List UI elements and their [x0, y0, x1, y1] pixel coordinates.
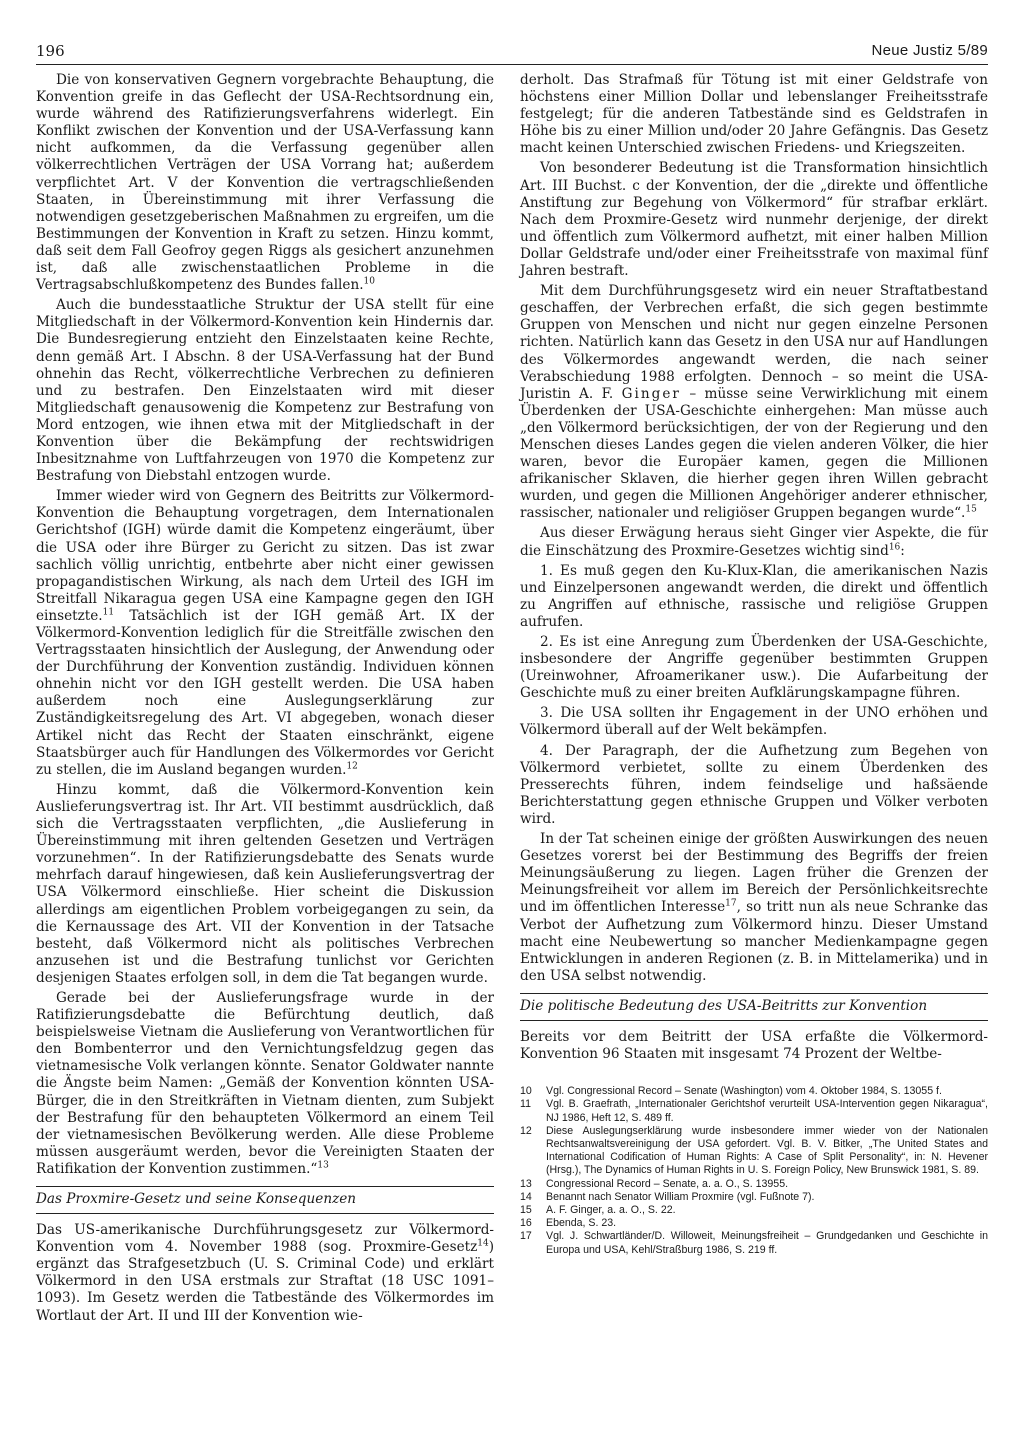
paragraph: Die von konservativen Gegnern vorgebrachte Behauptung, die Konvention greife in das Geflecht der USA-Rechtsordnung ein, wurde während des Ratifizierungsverfahrens widerlegt. Ein Konflikt zwischen der Konvention und der USA-Verfassung kann nicht aufkommen, da die Verfassung gegenüber allen völkerrechtlichen Verträgen der USA Vorrang hat; außerdem verpflichtet Art. V der Konvention die vertragschließenden Staaten, in Übereinstimmung mit ihrer Verfassung die notwendigen gesetzgeberischen Maßnahmen zu ergreifen, um die Bestimmungen der Konvention in Kraft zu setzen. Hinzu kommt, daß seit dem Fall Geofroy gegen Riggs als gesichert anzunehmen ist, daß alle zwischenstaatlichen Probleme in die Vertragsabschlußkompetenz des Bundes fallen.$^{10}$	[36, 72, 494, 294]
page-header	[36, 42, 988, 65]
section-heading: Das Proxmire-Gesetz und seine Konsequenzen	[36, 1186, 494, 1214]
page-number: 196	[36, 42, 65, 60]
footnote: 15 A. F. Ginger, a. a. O., S. 22.	[520, 1203, 676, 1216]
footnote-ref: 11	[102, 607, 115, 618]
list-item: 3. Die USA sollten ihr Engagement in der UNO erhöhen und Völkermord überall auf der Welt bekämpfen.	[520, 705, 988, 739]
footnote: 13 Congressional Record – Senate, a. a. O., S. 13955.	[520, 1177, 789, 1190]
footnote: 12 Diese Auslegungserklärung wurde insbesondere immer wieder von der Nationalen Rechtsanwaltsvereinigung der USA gefordert. Vgl. B. V. Bitker, „The United States and International Codification of Human Rights: A Case of Split Personality“, in: N. Hevener (Hrsg.), The Dynamics of Human Rights in U. S. Foreign Policy, New Brunswick 1981, S. 89.	[520, 1124, 988, 1177]
footnote-ref: 10	[363, 276, 375, 287]
list-item: 4. Der Paragraph, der die Aufhetzung zum Begehen von Völkermord verbietet, sollte zu einem Überdenken des Presserechts führen, indem feindselige und haßsäende Berichterstattung gegen ethnische Gruppen und Völker verboten wird.	[520, 742, 988, 827]
footnote-ref: 15	[965, 504, 977, 515]
paragraph: Bereits vor dem Beitritt der USA erfaßte die Völkermord-Konvention 96 Staaten mit insgesamt 74 Prozent der Weltbe-	[520, 1028, 988, 1063]
paragraph: Auch die bundesstaatliche Struktur der USA stellt für eine Mitgliedschaft in der Völkermord-Konvention kein Hindernis dar. Die Bundesregierung entzieht den Einzelstaaten keine Rechte, denn gemäß Art. I Abschn. 8 der USA-Verfassung hat der Bund ohnehin das Recht, völkerrechtliche Verbrechen zu definieren und zu bestrafen. Den Einzelstaaten wird mit dieser Mitgliedschaft genausowenig die Kompetenz zur Bestrafung von Mord entzogen, wie ihnen etwa mit der Mitgliedschaft in der Konvention über die Bekämpfung der rechtswidrigen Inbesitznahme von Luftfahrzeugen von 1970 die Kompetenz zur Bestrafung von Diebstahl entzogen wurde.	[36, 297, 494, 485]
footnote-ref: 17	[725, 898, 737, 909]
paragraph: Das US-amerikanische Durchführungsgesetz zur Völkermord-Konvention vom 4. November 1988 (sog. Proxmire-Gesetz$^{14}$) ergänzt das Strafgesetzbuch (U. S. Criminal Code) und erklärt Völkermord in den USA erstmals zur Straftat (18 USC 1091–1093). Im Gesetz werden die Tatbestände des Völkermordes im Wortlaut der Art. II und III der Konvention wie-	[36, 1222, 494, 1324]
section-heading: Die politische Bedeutung des USA-Beitritts zur Konvention	[520, 993, 988, 1021]
paragraph: In der Tat scheinen einige der größten Auswirkungen des neuen Gesetzes vorerst bei der Bestimmung des Begriffs der freien Meinungsäußerung zu liegen. Lagen früher die Grenzen der Meinungsfreiheit vor allem im Bereich der Persönlichkeitsrechte und im öffentlichen Interesse$^{17}$, so tritt nun als neue Schranke das Verbot der Aufhetzung zum Völkermord hinzu. Dieser Umstand macht eine Neubewertung so mancher Medienkampagne gegen Entwicklungen in anderen Regionen (z. B. in Mittelamerika) und in den USA selbst notwendig.	[520, 831, 988, 984]
footnote: 17 Vgl. J. Schwartländer/D. Willoweit, Meinungsfreiheit – Grundgedanken und Geschichte in Europa und USA, Kehl/Straßburg 1986, S. 219 ff.	[520, 1230, 988, 1256]
list-item: 2. Es ist eine Anregung zum Überdenken der USA-Geschichte, insbesondere der Angriffe gegenüber bestimmten Gruppen (Ureinwohner, Afroamerikaner usw.). Die Aufarbeitung der Geschichte muß zu einer breiten Aufklärungskampagne führen.	[520, 634, 988, 702]
paragraph: Hinzu kommt, daß die Völkermord-Konvention kein Auslieferungsvertrag ist. Ihr Art. VII bestimmt ausdrücklich, daß sich die Vertragsstaaten verpflichten, „die Auslieferung in Übereinstimmung mit ihren geltenden Gesetzen und Verträgen vorzunehmen“. In der Ratifizierungsdebatte des Senats wurde mehrfach darauf hingewiesen, daß kein Auslieferungsvertrag der USA Völkermord einschließe. Hier scheint die Diskussion allerdings am eigentlichen Problem vorbeigegangen zu sein, da die Kernaussage des Art. VII der Konvention in der Tatsache besteht, daß Völkermord nicht als politisches Verbrechen anzusehen ist und die Bestrafung tunlichst vor Gerichten desjenigen Staates erfolgen soll, in dem die Tat begangen wurde.	[36, 781, 494, 986]
left-column	[36, 72, 494, 1328]
paragraph: Aus dieser Erwägung heraus sieht Ginger vier Aspekte, die für die Einschätzung des Proxmire-Gesetzes wichtig sind$^{16}$:	[520, 525, 988, 559]
right-column	[520, 72, 988, 1257]
paragraph: Immer wieder wird von Gegnern des Beitritts zur Völkermord-Konvention die Behauptung vorgetragen, dem Internationalen Gerichtshof (IGH) würde damit die Kompetenz eingeräumt, über die USA oder ihre Bürger zu Gericht zu sitzen. Das ist zwar sachlich völlig unrichtig, entbehrte aber nicht einer gewissen propagandistischen Wirkung, als nach dem Urteil des IGH im Streitfall Nikaragua gegen USA eine Kampagne gegen den IGH einsetzte.$^{11}$ Tatsächlich ist der IGH gemäß Art. IX der Völkermord-Konvention lediglich für die Streitfälle zwischen den Vertragsstaaten hinsichtlich der Auslegung, der Anwendung oder der Durchführung der Konvention zuständig. Individuen können ohnehin nicht vor den IGH gestellt werden. Die USA haben außerdem noch eine Auslegungserklärung zur Zuständigkeitsregelung des Art. VI abgegeben, wonach dieser Artikel nicht das Recht der Staaten einschränkt, eigene Staatsbürger auch für Handlungen des Völkermordes vor Gericht zu stellen, die im Ausland begangen wurden.$^{12}$	[36, 488, 494, 778]
list-item: 1. Es muß gegen den Ku-Klux-Klan, die amerikanischen Nazis und Einzelpersonen angewandt werden, die direkt und öffentlich zu Angriffen auf ethnische, rassische und religiöse Gruppen aufrufen.	[520, 562, 988, 630]
footnote: 14 Benannt nach Senator William Proxmire (vgl. Fußnote 7).	[520, 1190, 815, 1203]
footnotes	[520, 1085, 988, 1257]
paragraph: Von besonderer Bedeutung ist die Transformation hinsichtlich Art. III Buchst. c der Konvention, der die „direkte und öffentliche Anstiftung zur Begehung von Völkermord“ für strafbar erklärt. Nach dem Proxmire-Gesetz wird nunmehr derjenige, der direkt und öffentlich zum Völkermord aufhetzt, mit einer halben Million Dollar Geldstrafe und/oder einer Freiheitsstrafe von maximal fünf Jahren bestraft.	[520, 160, 988, 280]
footnote-ref: 14	[477, 1238, 489, 1249]
footnote: 10 Vgl. Congressional Record – Senate (Washington) vom 4. Oktober 1984, S. 13055 f.	[520, 1085, 942, 1098]
author-name: Ginger	[621, 385, 681, 402]
paragraph: Mit dem Durchführungsgesetz wird ein neuer Straftatbestand geschaffen, der Verbrechen erfaßt, die sich gegen bestimmte Gruppen von Menschen und nicht nur gegen einzelne Personen richten. Natürlich kann das Gesetz in den USA nur auf Handlungen des Völkermordes angewandt werden, die nach seiner Verabschiedung 1988 erfolgten. Dennoch – so meint die USA-Juristin A. F. Ginger – müsse seine Verwirklichung mit einem Überdenken der USA-Geschichte einhergehen: Man müsse auch „den Völkermord berücksichtigen, der von der Regierung und den Menschen dieses Landes gegen die vielen anderen Völker, die hier waren, bevor die Europäer kamen, gegen die Millionen afrikanischer Sklaven, die hierher gegen ihren Willen gebracht wurden, und gegen die Millionen Angehöriger anderer ethnischer, rassischer, nationaler und religiöser Gruppen begangen wurde“.$^{15}$	[520, 283, 988, 522]
journal-title: Neue Justiz 5/89	[871, 42, 988, 59]
footnote-ref: 12	[346, 761, 358, 772]
footnote: 16 Ebenda, S. 23.	[520, 1217, 617, 1230]
footnote-ref: 13	[317, 1160, 329, 1171]
paragraph: derholt. Das Strafmaß für Tötung ist mit einer Geldstrafe von höchstens einer Million Dollar und lebenslanger Freiheitsstrafe festgelegt; für die anderen Tatbestände sind es Geldstrafen in Höhe bis zu einer Million und/oder 20 Jahre Gefängnis. Das Gesetz macht keinen Unterschied zwischen Friedens- und Kriegszeiten.	[520, 72, 988, 157]
footnote-ref: 16	[888, 542, 901, 552]
footnote: 11 Vgl. B. Graefrath, „Internationaler Gerichtshof verurteilt USA-Intervention gegen Nikaragua“, NJ 1986, Heft 12, S. 489 ff.	[520, 1098, 988, 1124]
paragraph: Gerade bei der Auslieferungsfrage wurde in der Ratifizierungsdebatte die Befürchtung deutlich, daß beispielsweise Vietnam die Auslieferung von Verantwortlichen für den Bombenterror und den Vernichtungsfeldzug gegen das vietnamesische Volk verlangen könnte. Senator Goldwater nannte die Ängste beim Namen: „Gemäß der Konvention könnten USA-Bürger, die in den Streitkräften in Vietnam dienten, zum Subjekt der Bestrafung für den behaupteten Völkermord an einem Teil der vietnamesischen Bevölkerung werden. Alle diese Probleme müssen ausgeräumt werden, bevor die Vereinigten Staaten der Ratifikation der Konvention zustimmen.“$^{13}$	[36, 989, 494, 1177]
